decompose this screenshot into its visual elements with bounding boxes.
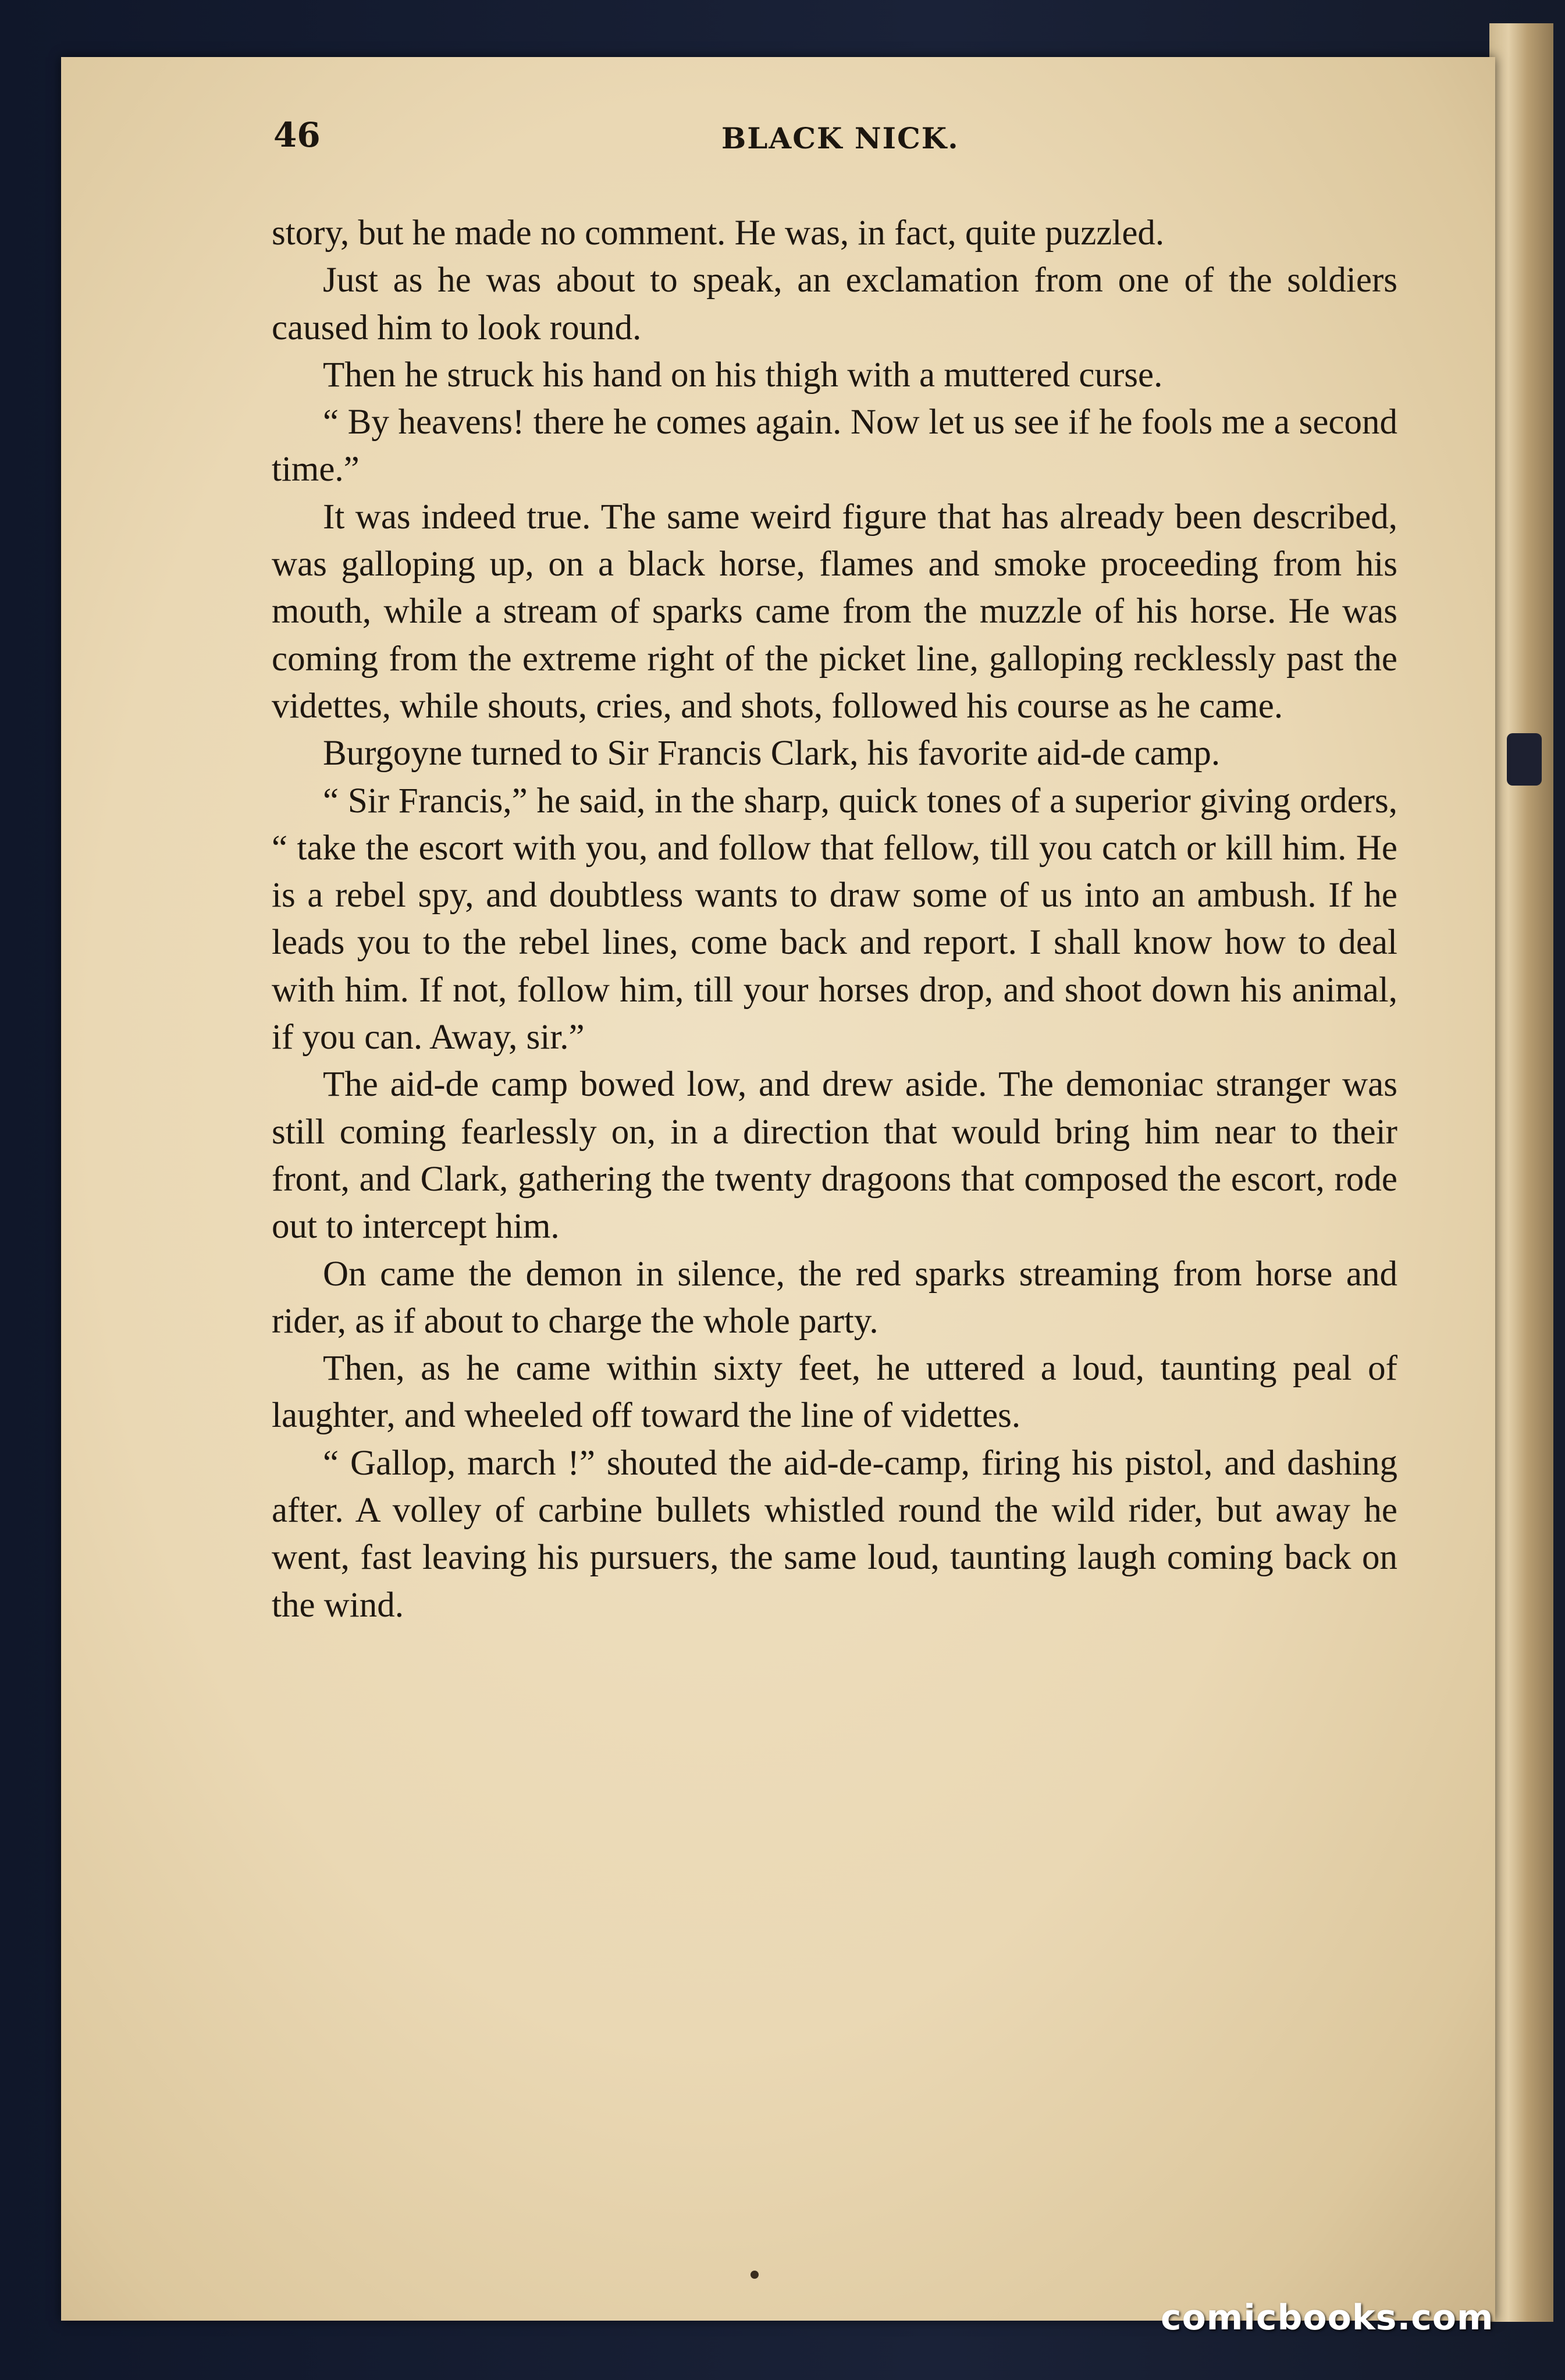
- paragraph: The aid-de camp bowed low, and drew aside. The demoniac stranger was still coming fearlessly on, in a direction that would bring him near to their front, and Clark, gathering the twenty dragoons that composed the escort, rode out to intercept him.: [272, 1065, 1397, 1246]
- binding-tab: [1507, 733, 1542, 786]
- paragraph: “ By heavens! there he comes again. Now let us see if he fools me a second time.”: [272, 403, 1397, 489]
- footer-mark: [751, 2271, 759, 2279]
- paragraph: story, but he made no comment. He was, in fact, quite puzzled.: [272, 214, 1165, 253]
- paragraph: Then, as he came within sixty feet, he uttered a loud, taunting peal of laughter, and wheeled off toward the line of videttes.: [272, 1349, 1397, 1436]
- paragraph: On came the demon in silence, the red sparks streaming from horse and rider, as if about to charge the whole party.: [272, 1254, 1397, 1341]
- paragraph: “ Gallop, march !” shouted the aid-de-camp, firing his pistol, and dashing after. A volley of carbine bullets whistled round the wild rider, but away he went, fast leaving his pursuers, the same loud, taunting laugh coming back on the wind.: [272, 1443, 1397, 1625]
- paragraph: Just as he was about to speak, an exclamation from one of the soldiers caused him to look round.: [272, 261, 1397, 347]
- paragraph: Then he struck his hand on his thigh with a muttered curse.: [323, 355, 1163, 395]
- paragraph: Burgoyne turned to Sir Francis Clark, his favorite aid-de camp.: [323, 734, 1221, 773]
- paragraph: “ Sir Francis,” he said, in the sharp, quick tones of a superior giving orders, “ take the escort with you, and follow that fellow, till you catch or kill him. He is a rebel spy, and doubtless wants to draw some of us into an ambush. If he leads you to the rebel lines, come back and report. I shall know how to deal with him. If not, follow him, till your horses drop, and shoot down his animal, if you can. Away, sir.”: [272, 781, 1397, 1057]
- body-text: [272, 209, 1397, 1629]
- page-number: 46: [273, 115, 321, 155]
- book-page-edge: [1489, 23, 1553, 2322]
- running-title: BLACK NICK.: [721, 121, 959, 155]
- watermark: comicbooks.com: [1161, 2297, 1494, 2338]
- paragraph: It was indeed true. The same weird figure that has already been described, was galloping up, on a black horse, flames and smoke proceeding from his mouth, while a stream of sparks came from the muzzle of his horse. He was coming from the extreme right of the picket line, galloping recklessly past the videttes, while shouts, cries, and shots, followed his course as he came.: [272, 497, 1397, 726]
